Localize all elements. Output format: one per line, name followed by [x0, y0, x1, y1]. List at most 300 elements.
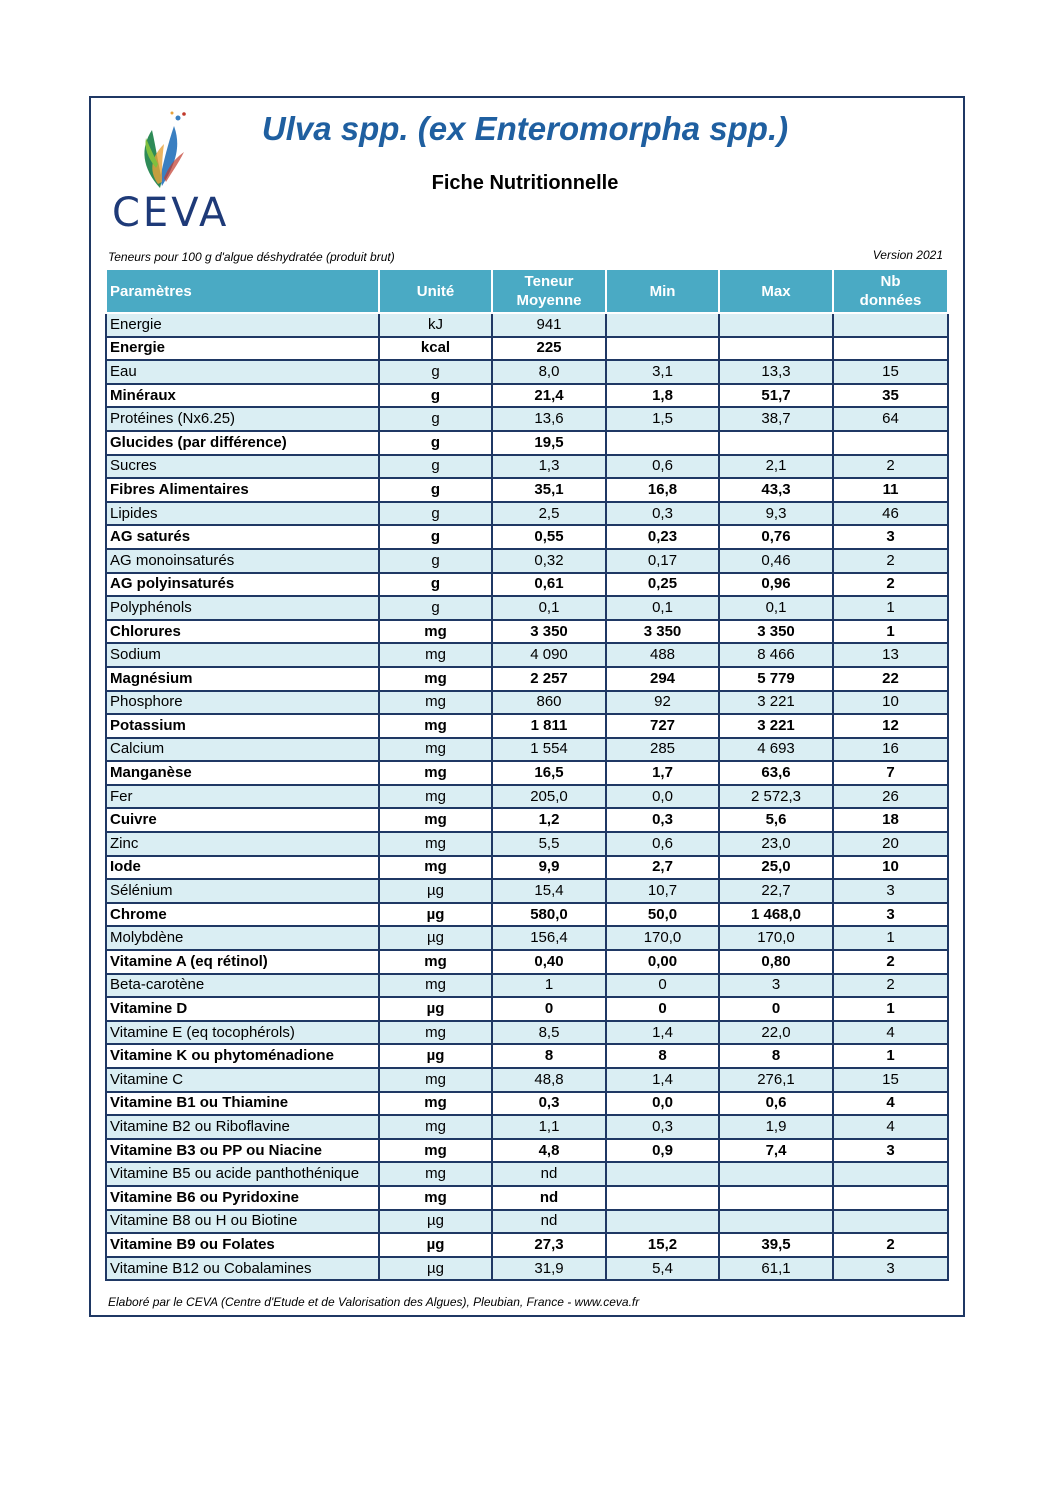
cell-teneur-moyenne: 0,61	[492, 573, 606, 597]
cell-parametre: Vitamine B6 ou Pyridoxine	[106, 1186, 379, 1210]
cell-min: 0,23	[606, 525, 719, 549]
cell-parametre: Glucides (par différence)	[106, 431, 379, 455]
cell-nb-donnees: 1	[833, 926, 948, 950]
cell-unite: g	[379, 502, 492, 526]
cell-min	[606, 1186, 719, 1210]
cell-nb-donnees: 22	[833, 667, 948, 691]
cell-teneur-moyenne: 860	[492, 691, 606, 715]
cell-parametre: Vitamine B12 ou Cobalamines	[106, 1257, 379, 1281]
cell-parametre: Zinc	[106, 832, 379, 856]
table-row	[106, 832, 948, 856]
table-row	[106, 549, 948, 573]
cell-unite: µg	[379, 1210, 492, 1234]
cell-unite: g	[379, 525, 492, 549]
table-row	[106, 1092, 948, 1116]
table-row	[106, 974, 948, 998]
cell-parametre: Vitamine B5 ou acide panthothénique	[106, 1162, 379, 1186]
cell-nb-donnees: 2	[833, 1233, 948, 1257]
cell-max: 0,96	[719, 573, 833, 597]
table-row	[106, 1139, 948, 1163]
cell-teneur-moyenne: 1,1	[492, 1115, 606, 1139]
cell-parametre: Calcium	[106, 738, 379, 762]
table-row	[106, 1162, 948, 1186]
cell-nb-donnees: 7	[833, 761, 948, 785]
cell-parametre: Lipides	[106, 502, 379, 526]
cell-nb-donnees: 1	[833, 596, 948, 620]
cell-min: 1,5	[606, 407, 719, 431]
cell-unite: µg	[379, 879, 492, 903]
cell-teneur-moyenne: 48,8	[492, 1068, 606, 1092]
cell-parametre: Sucres	[106, 455, 379, 479]
cell-max: 63,6	[719, 761, 833, 785]
cell-teneur-moyenne: 8,5	[492, 1021, 606, 1045]
table-row	[106, 502, 948, 526]
cell-min: 1,4	[606, 1021, 719, 1045]
cell-nb-donnees: 64	[833, 407, 948, 431]
cell-teneur-moyenne: 2 257	[492, 667, 606, 691]
cell-unite: g	[379, 407, 492, 431]
cell-nb-donnees: 3	[833, 1257, 948, 1281]
cell-parametre: Vitamine A (eq rétinol)	[106, 950, 379, 974]
logo-text: CEVA	[112, 190, 230, 236]
cell-nb-donnees: 4	[833, 1021, 948, 1045]
cell-teneur-moyenne: 0	[492, 997, 606, 1021]
cell-min: 0,1	[606, 596, 719, 620]
cell-min: 16,8	[606, 478, 719, 502]
table-row	[106, 1044, 948, 1068]
cell-max: 13,3	[719, 360, 833, 384]
cell-min: 3 350	[606, 620, 719, 644]
cell-teneur-moyenne: 35,1	[492, 478, 606, 502]
cell-nb-donnees	[833, 431, 948, 455]
cell-max: 2,1	[719, 455, 833, 479]
cell-parametre: Protéines (Nx6.25)	[106, 407, 379, 431]
cell-unite: mg	[379, 808, 492, 832]
cell-unite: mg	[379, 1115, 492, 1139]
cell-nb-donnees: 12	[833, 714, 948, 738]
cell-min: 0,0	[606, 1092, 719, 1116]
cell-nb-donnees: 11	[833, 478, 948, 502]
seaweed-logo-icon	[112, 108, 212, 193]
cell-unite: mg	[379, 667, 492, 691]
cell-parametre: Vitamine K ou phytoménadione	[106, 1044, 379, 1068]
cell-nb-donnees: 10	[833, 856, 948, 880]
cell-parametre: Phosphore	[106, 691, 379, 715]
cell-unite: mg	[379, 832, 492, 856]
cell-nb-donnees: 3	[833, 525, 948, 549]
version-label: Version 2021	[872, 248, 943, 262]
table-row	[106, 1021, 948, 1045]
cell-parametre: Manganèse	[106, 761, 379, 785]
table-row	[106, 1068, 948, 1092]
cell-unite: g	[379, 384, 492, 408]
cell-min: 0,6	[606, 832, 719, 856]
cell-unite: µg	[379, 903, 492, 927]
page-title: Ulva spp. (ex Enteromorpha spp.)	[261, 110, 789, 147]
header-nb-line1: Nb	[880, 273, 901, 290]
cell-unite: g	[379, 573, 492, 597]
cell-teneur-moyenne: 4,8	[492, 1139, 606, 1163]
cell-nb-donnees	[833, 1162, 948, 1186]
cell-min: 0,9	[606, 1139, 719, 1163]
cell-nb-donnees: 35	[833, 384, 948, 408]
cell-unite: kJ	[379, 313, 492, 337]
cell-unite: mg	[379, 691, 492, 715]
cell-unite: g	[379, 431, 492, 455]
cell-unite: mg	[379, 643, 492, 667]
cell-unite: mg	[379, 1068, 492, 1092]
table-row	[106, 313, 948, 337]
table-row	[106, 808, 948, 832]
cell-max: 5,6	[719, 808, 833, 832]
cell-teneur-moyenne: 0,32	[492, 549, 606, 573]
table-row	[106, 738, 948, 762]
cell-max: 0,76	[719, 525, 833, 549]
table-row	[106, 384, 948, 408]
cell-min: 1,7	[606, 761, 719, 785]
cell-nb-donnees: 20	[833, 832, 948, 856]
cell-unite: g	[379, 360, 492, 384]
cell-teneur-moyenne: 9,9	[492, 856, 606, 880]
header-nb-line2: données	[859, 292, 922, 309]
table-row	[106, 407, 948, 431]
cell-unite: mg	[379, 1162, 492, 1186]
cell-nb-donnees: 18	[833, 808, 948, 832]
table-row	[106, 926, 948, 950]
cell-min: 1,4	[606, 1068, 719, 1092]
table-row	[106, 431, 948, 455]
cell-teneur-moyenne: 0,3	[492, 1092, 606, 1116]
cell-nb-donnees	[833, 1210, 948, 1234]
table-row	[106, 455, 948, 479]
cell-max: 3 350	[719, 620, 833, 644]
cell-nb-donnees: 4	[833, 1092, 948, 1116]
cell-max: 0,1	[719, 596, 833, 620]
cell-max: 25,0	[719, 856, 833, 880]
table-row	[106, 1210, 948, 1234]
footer-credit: Elaboré par le CEVA (Centre d'Etude et de Valorisation des Algues), Pleubian, France - www.ceva.fr	[108, 1295, 640, 1309]
cell-max: 0,80	[719, 950, 833, 974]
cell-max: 22,0	[719, 1021, 833, 1045]
cell-max: 5 779	[719, 667, 833, 691]
table-row	[106, 997, 948, 1021]
cell-max: 51,7	[719, 384, 833, 408]
page-subtitle: Fiche Nutritionnelle	[431, 172, 619, 194]
cell-min: 488	[606, 643, 719, 667]
table-row	[106, 1186, 948, 1210]
cell-max: 0	[719, 997, 833, 1021]
cell-teneur-moyenne: 1,2	[492, 808, 606, 832]
cell-max: 9,3	[719, 502, 833, 526]
cell-min	[606, 1162, 719, 1186]
cell-nb-donnees: 2	[833, 549, 948, 573]
cell-teneur-moyenne: 1 811	[492, 714, 606, 738]
cell-nb-donnees: 2	[833, 455, 948, 479]
table-row	[106, 879, 948, 903]
cell-min: 285	[606, 738, 719, 762]
cell-unite: mg	[379, 620, 492, 644]
cell-unite: mg	[379, 1139, 492, 1163]
cell-min: 2,7	[606, 856, 719, 880]
cell-nb-donnees: 3	[833, 903, 948, 927]
table-row	[106, 643, 948, 667]
cell-nb-donnees: 3	[833, 1139, 948, 1163]
cell-teneur-moyenne: 2,5	[492, 502, 606, 526]
cell-parametre: Vitamine B8 ou H ou Biotine	[106, 1210, 379, 1234]
cell-max: 8 466	[719, 643, 833, 667]
cell-teneur-moyenne: 21,4	[492, 384, 606, 408]
cell-nb-donnees	[833, 313, 948, 337]
cell-teneur-moyenne: 941	[492, 313, 606, 337]
header-parametres: Paramètres	[106, 269, 379, 313]
cell-parametre: Fibres Alimentaires	[106, 478, 379, 502]
cell-teneur-moyenne: 3 350	[492, 620, 606, 644]
nutrition-table	[105, 268, 949, 1281]
cell-max	[719, 1186, 833, 1210]
cell-teneur-moyenne: nd	[492, 1162, 606, 1186]
cell-parametre: Eau	[106, 360, 379, 384]
cell-unite: mg	[379, 1186, 492, 1210]
cell-min	[606, 337, 719, 361]
cell-unite: mg	[379, 1092, 492, 1116]
cell-max: 0,46	[719, 549, 833, 573]
table-row	[106, 620, 948, 644]
cell-nb-donnees: 16	[833, 738, 948, 762]
cell-unite: mg	[379, 761, 492, 785]
cell-parametre: Vitamine E (eq tocophérols)	[106, 1021, 379, 1045]
cell-parametre: AG monoinsaturés	[106, 549, 379, 573]
cell-min: 5,4	[606, 1257, 719, 1281]
table-header-row	[106, 269, 948, 313]
cell-min: 0,6	[606, 455, 719, 479]
cell-teneur-moyenne: 580,0	[492, 903, 606, 927]
cell-parametre: Beta-carotène	[106, 974, 379, 998]
cell-nb-donnees: 2	[833, 974, 948, 998]
cell-teneur-moyenne: 5,5	[492, 832, 606, 856]
cell-teneur-moyenne: 0,1	[492, 596, 606, 620]
cell-nb-donnees: 13	[833, 643, 948, 667]
cell-max	[719, 1162, 833, 1186]
cell-min: 727	[606, 714, 719, 738]
cell-parametre: Sélénium	[106, 879, 379, 903]
header-teneur-line1: Teneur	[524, 273, 574, 290]
cell-unite: g	[379, 478, 492, 502]
cell-min: 0	[606, 997, 719, 1021]
table-row	[106, 337, 948, 361]
cell-unite: mg	[379, 950, 492, 974]
table-row	[106, 667, 948, 691]
cell-min: 0,3	[606, 1115, 719, 1139]
cell-max: 8	[719, 1044, 833, 1068]
cell-unite: µg	[379, 1233, 492, 1257]
cell-unite: mg	[379, 785, 492, 809]
cell-max: 3	[719, 974, 833, 998]
cell-parametre: Cuivre	[106, 808, 379, 832]
cell-parametre: Polyphénols	[106, 596, 379, 620]
cell-teneur-moyenne: nd	[492, 1186, 606, 1210]
cell-teneur-moyenne: 27,3	[492, 1233, 606, 1257]
cell-parametre: Chrome	[106, 903, 379, 927]
cell-max: 22,7	[719, 879, 833, 903]
cell-min: 0,3	[606, 808, 719, 832]
cell-max: 170,0	[719, 926, 833, 950]
cell-nb-donnees: 2	[833, 950, 948, 974]
cell-teneur-moyenne: 156,4	[492, 926, 606, 950]
table-row	[106, 856, 948, 880]
cell-nb-donnees: 3	[833, 879, 948, 903]
cell-nb-donnees: 1	[833, 1044, 948, 1068]
cell-parametre: Vitamine B9 ou Folates	[106, 1233, 379, 1257]
cell-min	[606, 431, 719, 455]
cell-nb-donnees: 15	[833, 1068, 948, 1092]
cell-max: 1,9	[719, 1115, 833, 1139]
cell-parametre: Chlorures	[106, 620, 379, 644]
cell-parametre: Magnésium	[106, 667, 379, 691]
cell-max: 38,7	[719, 407, 833, 431]
cell-min: 3,1	[606, 360, 719, 384]
cell-teneur-moyenne: 1	[492, 974, 606, 998]
cell-max	[719, 313, 833, 337]
cell-min: 1,8	[606, 384, 719, 408]
cell-min: 0,17	[606, 549, 719, 573]
cell-unite: mg	[379, 738, 492, 762]
cell-unite: µg	[379, 1044, 492, 1068]
cell-parametre: AG polyinsaturés	[106, 573, 379, 597]
table-row	[106, 525, 948, 549]
cell-parametre: Vitamine D	[106, 997, 379, 1021]
table-row	[106, 714, 948, 738]
cell-teneur-moyenne: 8	[492, 1044, 606, 1068]
cell-unite: µg	[379, 997, 492, 1021]
cell-parametre: Molybdène	[106, 926, 379, 950]
cell-max: 4 693	[719, 738, 833, 762]
cell-nb-donnees: 4	[833, 1115, 948, 1139]
cell-min: 0,00	[606, 950, 719, 974]
cell-max: 1 468,0	[719, 903, 833, 927]
header-nb-donnees	[833, 269, 948, 313]
table-row	[106, 1257, 948, 1281]
cell-unite: mg	[379, 1021, 492, 1045]
table-note: Teneurs pour 100 g d'algue déshydratée (produit brut)	[108, 250, 395, 264]
cell-unite: µg	[379, 1257, 492, 1281]
cell-max: 0,6	[719, 1092, 833, 1116]
table-row	[106, 691, 948, 715]
cell-nb-donnees	[833, 337, 948, 361]
table-row	[106, 950, 948, 974]
table-row	[106, 785, 948, 809]
cell-parametre: Potassium	[106, 714, 379, 738]
cell-teneur-moyenne: 4 090	[492, 643, 606, 667]
table-row	[106, 573, 948, 597]
cell-parametre: Energie	[106, 313, 379, 337]
cell-max: 43,3	[719, 478, 833, 502]
cell-unite: µg	[379, 926, 492, 950]
cell-parametre: Sodium	[106, 643, 379, 667]
cell-max: 2 572,3	[719, 785, 833, 809]
cell-parametre: Vitamine B2 ou Riboflavine	[106, 1115, 379, 1139]
cell-max: 3 221	[719, 714, 833, 738]
cell-parametre: AG saturés	[106, 525, 379, 549]
cell-min: 10,7	[606, 879, 719, 903]
table-row	[106, 903, 948, 927]
cell-teneur-moyenne: nd	[492, 1210, 606, 1234]
header-teneur-line2: Moyenne	[516, 292, 582, 309]
table-row	[106, 360, 948, 384]
table-row	[106, 761, 948, 785]
table-row	[106, 1233, 948, 1257]
cell-parametre: Vitamine B3 ou PP ou Niacine	[106, 1139, 379, 1163]
header-teneur-moyenne	[492, 269, 606, 313]
cell-teneur-moyenne: 31,9	[492, 1257, 606, 1281]
cell-nb-donnees	[833, 1186, 948, 1210]
cell-nb-donnees: 15	[833, 360, 948, 384]
cell-min	[606, 1210, 719, 1234]
cell-unite: mg	[379, 974, 492, 998]
cell-min: 8	[606, 1044, 719, 1068]
cell-nb-donnees: 26	[833, 785, 948, 809]
cell-teneur-moyenne: 19,5	[492, 431, 606, 455]
cell-max: 61,1	[719, 1257, 833, 1281]
cell-teneur-moyenne: 0,55	[492, 525, 606, 549]
table-row	[106, 478, 948, 502]
cell-teneur-moyenne: 1 554	[492, 738, 606, 762]
cell-min: 170,0	[606, 926, 719, 950]
cell-nb-donnees: 46	[833, 502, 948, 526]
cell-min: 0,3	[606, 502, 719, 526]
cell-unite: g	[379, 549, 492, 573]
table-row	[106, 596, 948, 620]
cell-teneur-moyenne: 16,5	[492, 761, 606, 785]
cell-teneur-moyenne: 205,0	[492, 785, 606, 809]
cell-parametre: Energie	[106, 337, 379, 361]
cell-parametre: Vitamine C	[106, 1068, 379, 1092]
cell-max: 3 221	[719, 691, 833, 715]
cell-parametre: Vitamine B1 ou Thiamine	[106, 1092, 379, 1116]
ceva-logo	[112, 108, 230, 236]
cell-nb-donnees: 10	[833, 691, 948, 715]
cell-unite: g	[379, 455, 492, 479]
cell-max: 7,4	[719, 1139, 833, 1163]
cell-min: 294	[606, 667, 719, 691]
cell-min: 15,2	[606, 1233, 719, 1257]
cell-unite: kcal	[379, 337, 492, 361]
header-min: Min	[606, 269, 719, 313]
cell-unite: mg	[379, 856, 492, 880]
cell-parametre: Minéraux	[106, 384, 379, 408]
cell-min	[606, 313, 719, 337]
cell-teneur-moyenne: 1,3	[492, 455, 606, 479]
cell-max: 23,0	[719, 832, 833, 856]
table-row	[106, 1115, 948, 1139]
cell-min: 0,0	[606, 785, 719, 809]
cell-min: 0,25	[606, 573, 719, 597]
cell-unite: g	[379, 596, 492, 620]
cell-teneur-moyenne: 8,0	[492, 360, 606, 384]
cell-max: 276,1	[719, 1068, 833, 1092]
header-max: Max	[719, 269, 833, 313]
cell-teneur-moyenne: 225	[492, 337, 606, 361]
cell-min: 92	[606, 691, 719, 715]
cell-unite: mg	[379, 714, 492, 738]
cell-nb-donnees: 2	[833, 573, 948, 597]
cell-teneur-moyenne: 15,4	[492, 879, 606, 903]
cell-max	[719, 337, 833, 361]
cell-teneur-moyenne: 13,6	[492, 407, 606, 431]
cell-nb-donnees: 1	[833, 620, 948, 644]
cell-nb-donnees: 1	[833, 997, 948, 1021]
cell-min: 50,0	[606, 903, 719, 927]
header-unite: Unité	[379, 269, 492, 313]
